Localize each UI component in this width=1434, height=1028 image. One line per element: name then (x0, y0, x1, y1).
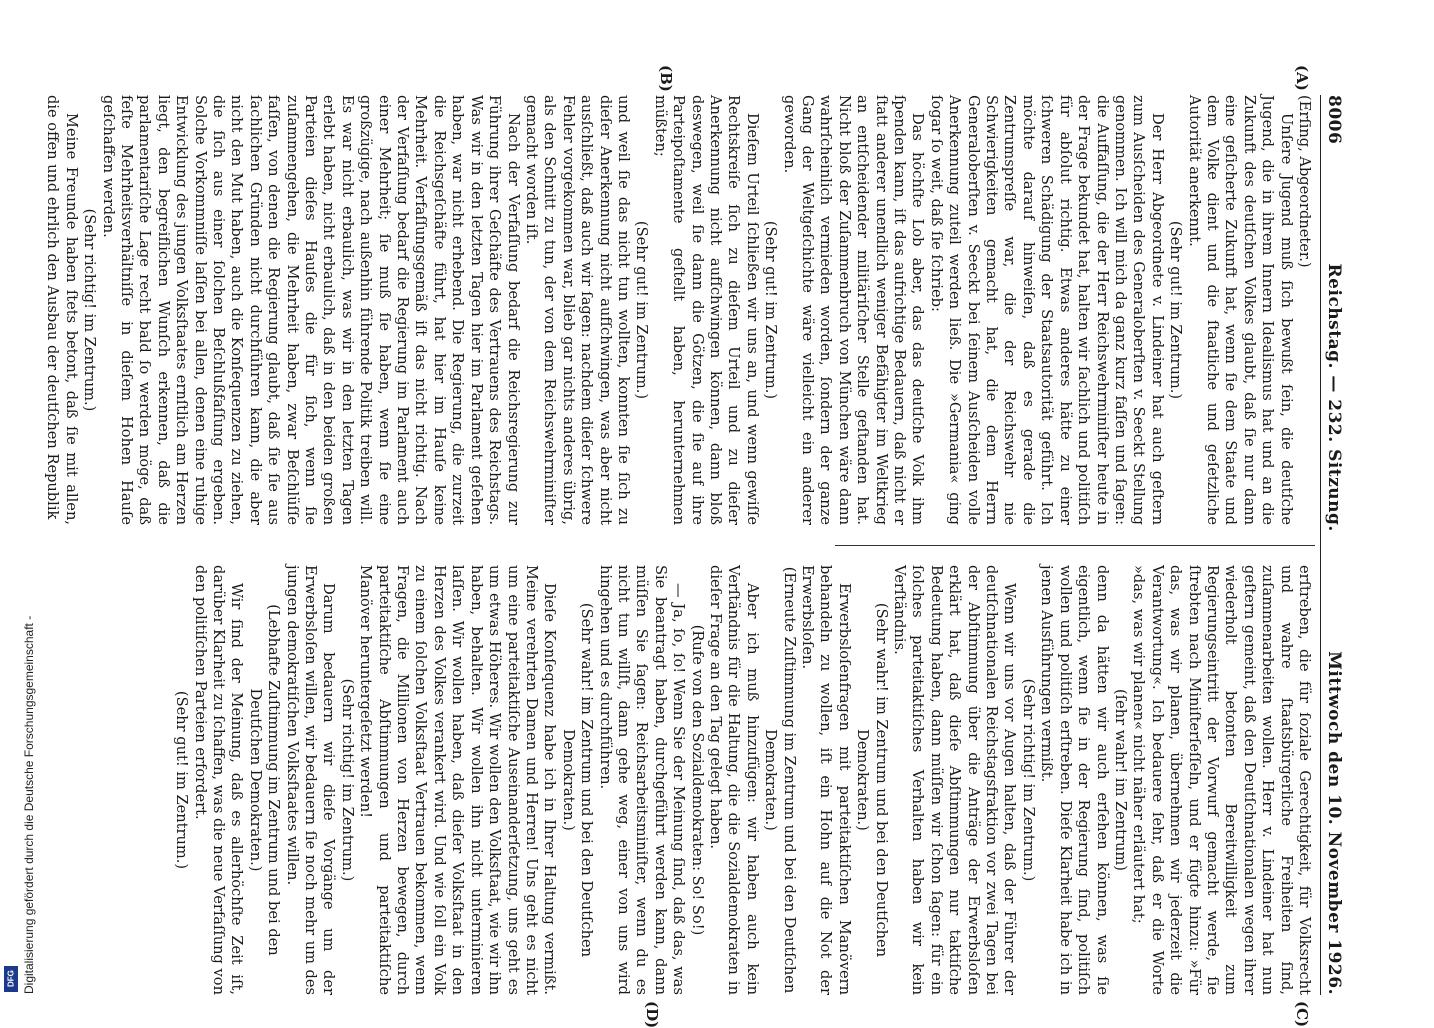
page-header (1320, 95, 1347, 995)
paragraph: und weil ſie das nicht tun wollten, konnten ſie ſich zu dieſer Anerkennung nicht aufſchwingen, was aber nicht ausſchließt, daß auch wir ſagen: nachdem dieſer ſchwere Fehler vorgekommen war, blieb gar nichts anderes übrig, als den Schnitt zu tun, der von dem Reichswehrminiſter gemacht worden iſt. (522, 95, 632, 525)
interjection-line: (Sehr gut! im Zentrum.) (1167, 220, 1185, 400)
interjection-line: (Sehr gut! im Zentrum.) (762, 220, 780, 400)
session-title: Reichstag. — 232. Sitzung. (1324, 263, 1344, 532)
column-divider (835, 545, 1315, 546)
paragraph: — Ja, ſo, ſo! Wenn Sie der Meinung ſind, daß das, was Sie beantragt haben, durchgeführt werden kann, dann müſſen Sie ſagen: Reichsarbeitsminiſter, wenn du es nicht tun willſt, dann gehe weg, einer von uns wird hingehen und es durchführen. (596, 565, 688, 995)
paragraph: Meine Freunde haben ſtets betont, daß ſie mit allen, die offen und ehrlich den Ausbau der deutſchen Republik (44, 95, 80, 525)
interjection-line: (Sehr wahr! im Zentrum und bei den Deutſchen Demokraten.) (559, 602, 596, 958)
margin-marker-b: (B) (657, 65, 675, 92)
interjection-line: (Sehr richtig! im Zentrum.) (81, 208, 99, 412)
paragraph: Unſere Jugend muß ſich bewußt ſein, die deutſche Jugend, die in ihrem Innern Idealismus hat und an die Zukunft des deutſchen Volkes glaubt, daß ſie nur dann eine geſicherte Zukunft hat, wenn ſie dem Staate und dem Volke dient und die ſtaatliche und geſetzliche Autorität anerkennt. (1185, 95, 1295, 525)
interjection-line: (Rufe von den Sozialdemokraten: So! So!) (688, 624, 706, 936)
margin-marker-a: (A) (1293, 65, 1311, 91)
interjection-line: (ſehr wahr! im Zentrum) (1111, 689, 1129, 871)
rotated-page (44, 65, 1347, 1028)
paragraph: Aber ich muß hinzufügen: wir haben auch kein Verſtändnis für die Haltung, die die Sozialdemokraten in dieſer Frage an den Tag gelegt haben. (707, 565, 761, 995)
paragraph: (Erſing, Abgeordneter.) (1296, 95, 1313, 268)
paragraph: erſtreben, die für ſoziale Gerechtigkeit, für Volksrecht und wahre ſtaatsbürgerliche Freiheiten ſind, zuſammenarbeiten wollen. Herr v. Lindeiner hat nun geſtern gemeint, daß den Deutſchnationalen wegen ihrer wiederholt betonten Bereitwilligkeit zum Regierungseintritt der Vorwurf gemacht werde, ſie ſtrebten nach Miniſterſeſſeln, und er fügte hinzu: »Für das, was wir planen, übernehmen wir jederzeit die Verantwortung«. Ich bedauere ſehr, daß er die Worte »das, was wir planen« nicht näher erläutert hat; (1130, 565, 1313, 995)
interjection-line: (Sehr richtig! im Zentrum.) (338, 678, 356, 882)
paragraph: Wenn wir uns vor Augen halten, daß der Führer der deutſchnationalen Reichstagsfraktion vor zwei Tagen bei der Abſtimmung über die Anträge der Erwerbsloſen erklärt hat, daß dieſe Abſtimmungen nur taktiſche Bedeutung haben, dann müſſen wir ſchon ſagen: für ein ſolches parteitaktiſches Verhalten haben wir kein Verſtändnis. (891, 565, 1019, 995)
paragraph: Dieſe Konſequenz habe ich in Ihrer Haltung vermißt. Meine verehrten Damen und Herren! Uns geht es nicht um eine parteitaktiſche Auseinanderſetzung, uns geht es um etwas Höheres. Wir wollen den Volksſtaat, wie wir ihn haben, behalten. Wir wollen ihn nicht unterminieren laſſen. Wir wollen haben, daß dieſer Volksſtaat in den Herzen des Volkes verankert wird. Und wie ſoll ein Volk zu einem ſolchen Volksſtaat Vertrauen bekommen, wenn Fragen, die Millionen von Herzen bewegen, durch parteitaktiſche Abſtimmungen und parteitaktiſche Manöver heruntergeſetzt werden! (357, 565, 559, 995)
interjection-line: (Sehr gut! im Zentrum.) (633, 220, 651, 400)
paragraph: Wir ſind der Meinung, daß es allerhöchſte Zeit iſt, darüber Klarheit zu ſchaffen, was die neue Verfaſſung von den politiſchen Parteien erfordert. (191, 565, 246, 995)
paragraph: Erwerbsloſenfragen mit parteitaktiſchen Manövern behandeln zu wollen, iſt ein Hohn auf die Not der Erwerbsloſen. (799, 565, 853, 995)
margin-marker-d: (D) (643, 1001, 661, 1028)
margin-marker-c: (C) (1293, 1001, 1311, 1028)
paragraph: Nach der Verfaſſung bedarf die Reichsregierung zur Führung ihrer Geſchäfte des Vertrauens des Reichstags. Was wir in den letzten Tagen hier im Parlament geſehen haben, war nicht erhebend. Die Regierung, die zurzeit die Reichsgeſchäfte führt, hat hier im Hauſe keine Mehrheit. Verfaſſungsgemäß iſt das nicht richtig. Nach der Verfaſſung bedarf die Regierung im Parlament auch einer Mehrheit; ſie muß ſie haben, wenn ſie eine großzügige, nach außenhin führende Politik treiben will. Es war nicht erbaulich, was wir in den letzten Tagen erlebt haben, nicht erbaulich, daß in den beiden großen Parteien dieſes Hauſes die für ſich, wenn ſie zuſammengehen, die Mehrheit haben, zwar Beſchlüſſe faſſen, von denen die Regierung glaubt, daß ſie ſie aus ſachlichen Gründen nicht durchführen kann, die aber nicht den Mut haben, auch die Konſequenzen zu ziehen, die ſich aus einer ſolchen Beſchlußfaſſung ergeben. Solche Vorkommniſſe laſſen bei allen, denen eine ruhige Entwicklung des jungen Volksſtaates ernſtlich am Herzen liegt, den begreiflichen Wunſch erkennen, daß die parlamentariſche Lage recht bald ſo werden möge, daß feſte Mehrheitsverhältniſſe in dieſem Hohen Hauſe geſchaffen werden. (99, 95, 522, 525)
paragraph: Darum bedauern wir dieſe Vorgänge um der Erwerbsloſen willen, wir bedauern ſie noch mehr um des jungen demokratiſchen Volksſtaates willen. (283, 565, 338, 995)
paragraph: Dieſem Urteil ſchließen wir uns an, und wenn gewiſſe Rechtskreiſe ſich zu dieſem Urteil und zu dieſer Anerkennung nicht aufſchwingen können, dann bloß deswegen, weil ſie dann die Götzen, die ſie auf ihre Parteipoſtamente geſtellt haben, herunternehmen müßten; (651, 95, 761, 525)
right-column (172, 565, 1313, 995)
dfg-logo: DFG (4, 966, 18, 992)
interjection-line: (Erneute Zuſtimmung im Zentrum und bei den Deutſchen Demokraten.) (762, 566, 798, 994)
paragraph: Das höchſte Lob aber, das das deutſche Volk ihm ſpenden kann, iſt das aufrichtige Bedauern, daß nicht er ſtatt anderer unendlich weniger Befähigter im Weltkrieg an entſcheidender militäriſcher Stelle geſtanden hat. Nicht bloß der Zuſammenbruch von München wäre dann wahrſcheinlich vermieden worden, ſondern der ganze Gang der Weltgeſchichte wäre vielleicht ein anderer geworden. (780, 95, 927, 525)
interjection-line: (Sehr richtig! im Zentrum.) (1019, 678, 1037, 882)
funding-note: Digitalisierung gefördert durch die Deutsche Forschungsgemeinschaft - (22, 615, 36, 994)
interjection-line: (Sehr gut! im Zentrum.) (173, 690, 191, 870)
paragraph: Der Herr Abgeordnete v. Lindeiner hat auch geſtern zum Ausſcheiden des Generaloberſten v. Seeckt Stellung genommen. Ich will mich da ganz kurz faſſen und ſagen: die Auffaſſung, die der Herr Reichswehrminiſter heute in der Frage bekundet hat, halten wir ſachlich und politiſch für abſolut richtig. Etwas anderes hätte zu einer ſchweren Schädigung der Staatsautorität geführt. Ich möchte darauf hinweiſen, daß es gerade die Zentrumspreſſe war, die der Reichswehr nie Schwierigkeiten gemacht hat, die dem Herrn Generaloberſten v. Seeckt bei ſeinem Ausſcheiden volle Anerkennung zuteil werden ließ. Die »Germania« ging ſogar ſo weit, daß ſie ſchrieb: (927, 95, 1166, 525)
paragraph: denn da hätten wir auch erſehen können, was ſie eigentlich, wenn ſie in der Regierung ſind, politiſch wollen und politiſch erſtreben. Dieſe Klarheit habe ich in jenen Ausführungen vermißt. (1038, 565, 1111, 995)
interjection-line: (Lebhafte Zuſtimmung im Zentrum und bei den Deutſchen Demokraten.) (246, 604, 283, 956)
session-date: Mittwoch den 10. November 1926. (1324, 651, 1344, 995)
interjection-line: (Sehr wahr! im Zentrum und bei den Deutſchen Demokraten.) (854, 602, 890, 958)
left-column (43, 95, 1313, 525)
page-number: 8006 (1324, 95, 1344, 145)
